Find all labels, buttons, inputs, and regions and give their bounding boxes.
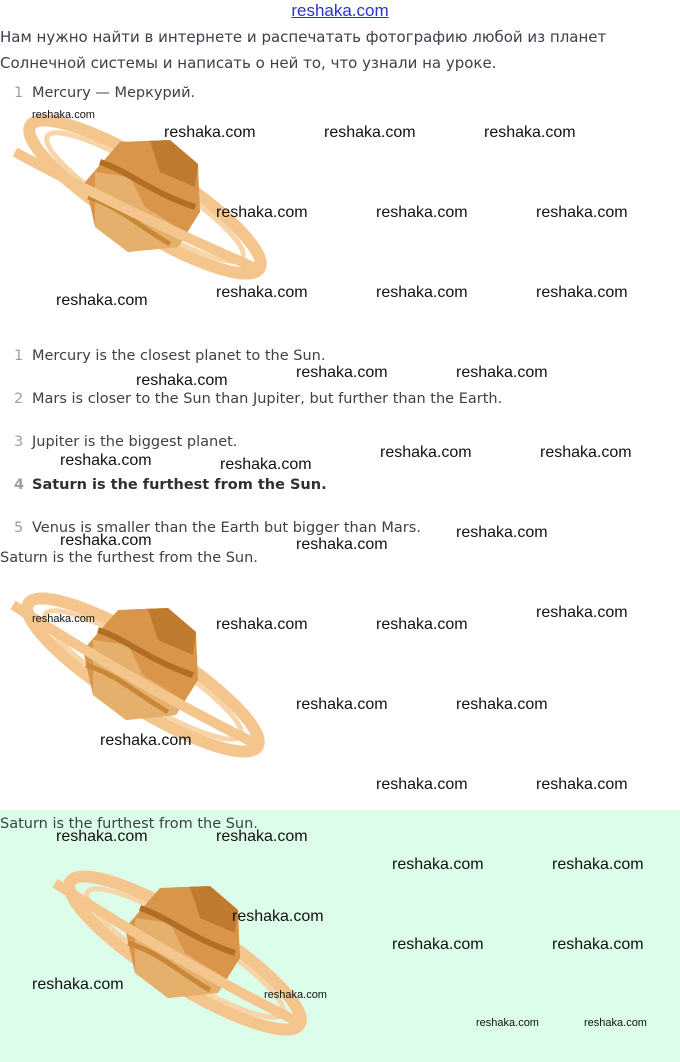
saturn-icon [54,854,317,1051]
answer-caption: Saturn is the furthest from the Sun. [0,816,258,832]
watermark: reshaka.com [296,696,388,713]
watermark: reshaka.com [216,204,308,221]
watermark: reshaka.com [100,732,192,749]
list-number: 1 [14,348,24,364]
watermark: reshaka.com [584,1017,647,1029]
watermark: reshaka.com [456,524,548,541]
watermark: reshaka.com [60,452,152,469]
watermark: reshaka.com [32,613,95,625]
task-intro: Нам нужно найти в интернете и распечатать фотографию любой из планет Солнечной системы и написать о ней то, что узнали на уроке. [0,28,607,72]
list-text: Mercury — Меркурий. [32,85,196,101]
watermark: reshaka.com [536,776,628,793]
saturn-image [50,868,310,1038]
watermark: reshaka.com [216,616,308,633]
watermark: reshaka.com [164,124,256,141]
list-number: 2 [14,391,24,407]
site-link[interactable]: reshaka.com [291,1,389,20]
watermark: reshaka.com [392,856,484,873]
list-text: Mercury is the closest planet to the Sun. [32,348,326,364]
watermark: reshaka.com [456,696,548,713]
watermark: reshaka.com [324,124,416,141]
watermark: reshaka.com [536,284,628,301]
watermark: reshaka.com [60,532,152,549]
list-item-title [14,83,195,103]
watermark: reshaka.com [32,976,124,993]
fact-item-3 [14,432,237,452]
watermark: reshaka.com [32,109,95,121]
watermark: reshaka.com [220,456,312,473]
list-number: 3 [14,434,24,450]
list-number: 1 [14,85,24,101]
answer-caption: Saturn is the furthest from the Sun. [0,550,258,566]
watermark: reshaka.com [376,204,468,221]
list-text: Jupiter is the biggest planet. [32,434,238,450]
list-text: Venus is smaller than the Earth but bigger than Mars. [32,520,421,536]
list-number: 5 [14,520,24,536]
watermark: reshaka.com [484,124,576,141]
watermark: reshaka.com [56,828,148,845]
watermark: reshaka.com [376,284,468,301]
list-text: Saturn is the furthest from the Sun. [32,477,327,493]
list-number: 4 [14,477,25,493]
watermark: reshaka.com [376,776,468,793]
watermark: reshaka.com [456,364,548,381]
watermark: reshaka.com [376,616,468,633]
watermark: reshaka.com [232,908,324,925]
watermark: reshaka.com [296,364,388,381]
watermark: reshaka.com [296,536,388,553]
watermark: reshaka.com [56,292,148,309]
watermark: reshaka.com [476,1017,539,1029]
watermark: reshaka.com [536,604,628,621]
watermark: reshaka.com [264,989,327,1001]
watermark: reshaka.com [536,204,628,221]
fact-item-4 [14,475,327,495]
watermark: reshaka.com [552,856,644,873]
watermark: reshaka.com [380,444,472,461]
fact-item-1 [14,346,325,366]
watermark: reshaka.com [216,284,308,301]
watermark: reshaka.com [552,936,644,953]
fact-item-2 [14,389,502,409]
watermark: reshaka.com [540,444,632,461]
list-text: Mars is closer to the Sun than Jupiter, but further than the Earth. [32,391,503,407]
watermark: reshaka.com [392,936,484,953]
watermark: reshaka.com [216,828,308,845]
watermark: reshaka.com [136,372,228,389]
